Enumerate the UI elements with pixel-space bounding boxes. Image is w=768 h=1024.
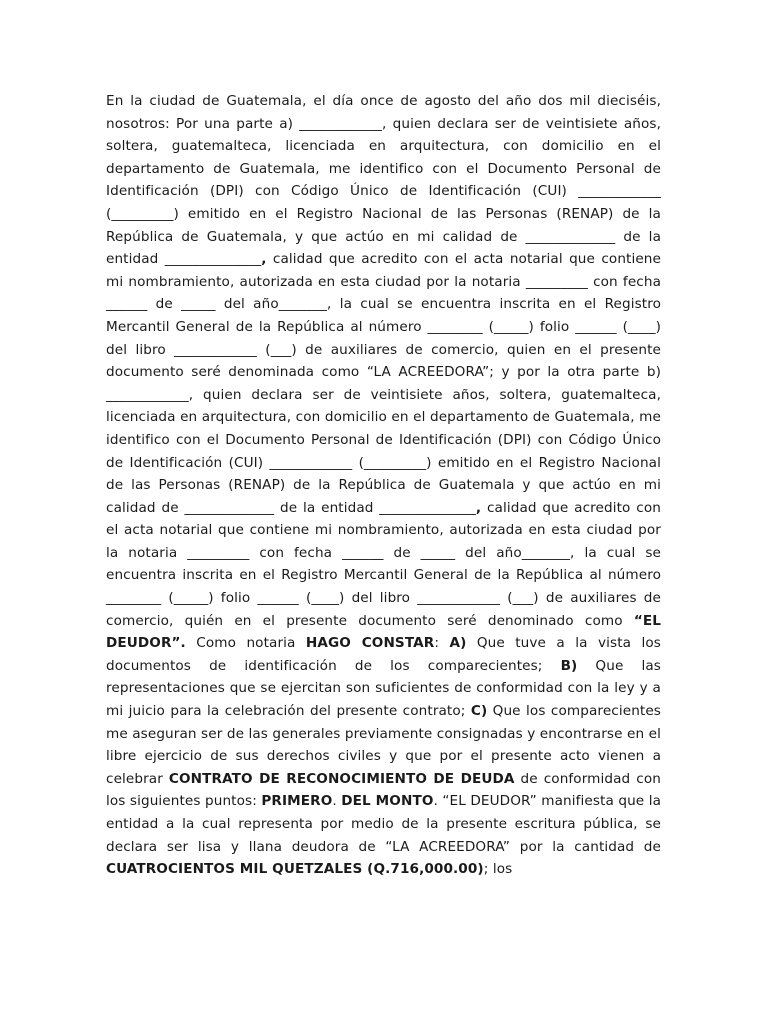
text-segment: ; los [483,861,513,878]
party-deudor-name: “EL DEUDOR”. [106,612,661,652]
text-segment: de conformidad con los siguientes puntos: [106,770,661,810]
text-segment: Que las representaciones que se ejercitan son suficientes de conformidad con la ley y a mi juicio para la celebración del presente contrato; [106,657,661,720]
clause-marker-a: A) [449,635,467,652]
hago-constar-heading: HAGO CONSTAR [305,635,435,652]
text-segment: . “EL DEUDOR” manifiesta que la entidad a la cual representa por medio de la presente escritura pública, se declara ser lisa y llana deudora de “LA ACREEDORA” por la cantidad de [106,793,662,855]
text-segment: Que tuve a la vista los documentos de identificación de los comparecientes; [106,635,661,674]
bold-comma: , [261,251,267,268]
contract-body-paragraph [106,90,661,881]
text-segment: . [332,793,342,810]
text-segment: En la ciudad de Guatemala, el día once de agosto del año dos mil dieciséis, nosotros: Por una parte a) ____________, quien declara ser de veintisiete años, soltera, guatemalteca, licenciada en arquitectura, con domicilio en el departamento de Guatemala, me identifico con el Documento Personal de Identificación (DPI) con Código Único de Identificación (CUI) ____________ (_________) emitido en el Registro Nacional de las Personas (RENAP) de la República de Guatemala, y que actúo en mi calidad de _____________ de la entidad ______________ [106,93,661,268]
clause-title-del-monto: DEL MONTO [341,793,434,810]
text-segment: Como notaria [185,635,306,652]
text-segment: : [434,635,450,652]
text-segment: calidad que acredito con el acta notarial que contiene mi nombramiento, autorizada en esta ciudad por la notaria _________ con fecha ______ de _____ del año_______, la cual se encuentra inscrita en el Registro Mercantil General de la República al número ________ (_____) folio ______ (____) del libro ____________ (___) de auxiliares de comercio, quien en el presente documento seré denominada como “LA ACREEDORA”; y por la otra parte b) ____________, quien declara ser de veintisiete años, soltera, guatemalteca, licenciada en arquitectura, con domicilio en el departamento de Guatemala, me identifico con el Documento Personal de Identificación (DPI) con Código Único de Identificación (CUI) ____________ (_________) emitido en el Registro Nacional de las Personas (RENAP) de la República de Guatemala y que actúo en mi calidad de _____________ de la entidad ______________ [106,251,661,516]
document-page [106,90,661,881]
clause-marker-c: C) [470,703,488,720]
contract-title: CONTRATO DE RECONOCIMIENTO DE DEUDA [168,770,515,787]
bold-comma: , [475,499,482,516]
clause-marker-b: B) [560,657,578,674]
clause-number-primero: PRIMERO [261,793,333,810]
debt-amount: CUATROCIENTOS MIL QUETZALES (Q.716,000.00) [106,861,484,878]
text-segment: Que los comparecientes me aseguran ser de las generales previamente consignadas y encontrarse en el libre ejercicio de sus derechos civiles y que por el presente acto vienen a celebrar [106,703,661,787]
text-segment: calidad que acredito con el acta notarial que contiene mi nombramiento, autorizada en esta ciudad por la notaria _________ con fecha ______ de _____ del año_______, la cual se encuentra inscrita en el Registro Mercantil General de la República al número ________ (_____) folio ______ (____) del libro ____________ (___) de auxiliares de comercio, quién en el presente documento seré denominado como [106,499,662,629]
